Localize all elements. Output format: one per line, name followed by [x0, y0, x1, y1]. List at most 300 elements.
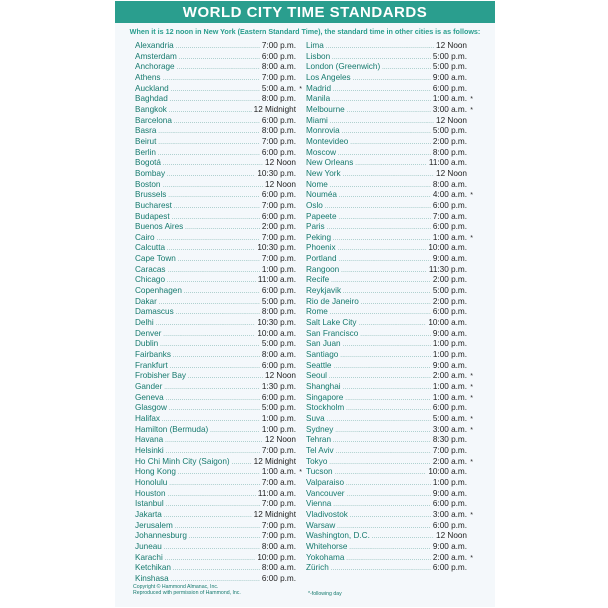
- dot-leader: [232, 458, 252, 468]
- local-time: 11:00 a.m.: [428, 158, 467, 168]
- city-row: [306, 553, 473, 564]
- city-row: [135, 222, 302, 233]
- following-day-marker: *: [470, 394, 473, 402]
- city-name: Houston: [135, 488, 166, 498]
- city-row: [306, 275, 473, 286]
- local-time: 3:00 a.m.: [432, 104, 467, 114]
- local-time: 9:00 a.m.: [432, 541, 467, 551]
- dot-leader: [326, 42, 434, 52]
- local-time: 12 Midnight: [253, 509, 296, 519]
- city-row: [306, 307, 473, 318]
- city-row: [135, 41, 302, 52]
- city-row: [306, 414, 473, 425]
- city-name: Portland: [306, 254, 337, 264]
- local-time: 10:00 a.m.: [428, 318, 467, 328]
- local-time: 5:00 p.m.: [432, 126, 467, 136]
- local-time: 7:00 p.m.: [261, 41, 296, 50]
- local-time: 8:00 p.m.: [261, 307, 296, 317]
- following-day-marker: *: [470, 426, 473, 434]
- local-time: 6:00 p.m.: [261, 115, 296, 125]
- city-name: Rome: [306, 307, 328, 317]
- city-row: [306, 531, 473, 542]
- city-row: [135, 425, 302, 436]
- city-name: Stockholm: [306, 403, 345, 413]
- following-day-marker: *: [299, 85, 302, 93]
- local-time: 6:00 p.m.: [261, 211, 296, 221]
- dot-leader: [169, 404, 260, 414]
- city-name: Anchorage: [135, 62, 175, 72]
- city-name: Vienna: [306, 499, 332, 509]
- city-name: Peking: [306, 232, 332, 242]
- local-time: 8:00 a.m.: [261, 541, 296, 551]
- local-time: 6:00 p.m.: [432, 222, 467, 232]
- dot-leader: [353, 74, 431, 84]
- dot-leader: [165, 436, 263, 446]
- local-time: 10:00 p.m.: [257, 552, 296, 562]
- city-row: [306, 254, 473, 265]
- dot-leader: [169, 479, 260, 489]
- city-name: Valparaiso: [306, 477, 345, 487]
- dot-leader: [340, 351, 431, 361]
- local-time: 12 Noon: [265, 435, 296, 445]
- local-time: 7:00 p.m.: [261, 520, 296, 530]
- local-time: 9:00 a.m.: [432, 254, 467, 264]
- city-name: Seattle: [306, 360, 332, 370]
- local-time: 8:30 p.m.: [432, 435, 467, 445]
- city-name: London (Greenwich): [306, 62, 381, 72]
- dot-leader: [372, 532, 434, 542]
- local-time: 10:00 a.m.: [428, 467, 467, 477]
- local-time: 6:00 p.m.: [432, 200, 467, 210]
- city-row: [306, 126, 473, 137]
- city-row: [306, 499, 473, 510]
- city-row: [135, 275, 302, 286]
- dot-leader: [331, 564, 431, 574]
- city-name: Denver: [135, 328, 162, 338]
- city-name: Amsterdam: [135, 51, 177, 61]
- city-row: [306, 158, 473, 169]
- city-name: Tucson: [306, 467, 333, 477]
- following-day-marker: *: [470, 234, 473, 242]
- dot-leader: [339, 213, 431, 223]
- city-row: [306, 361, 473, 372]
- city-name: Bucharest: [135, 200, 172, 210]
- dot-leader: [361, 298, 431, 308]
- city-name: Juneau: [135, 541, 162, 551]
- city-name: Washington, D.C.: [306, 531, 370, 541]
- city-name: Reykjavik: [306, 286, 342, 296]
- city-name: Cairo: [135, 232, 155, 242]
- local-time: 9:00 a.m.: [432, 72, 467, 82]
- local-time: 7:00 p.m.: [261, 445, 296, 455]
- city-name: Paris: [306, 222, 325, 232]
- city-row: [306, 403, 473, 414]
- local-time: 8:00 a.m.: [261, 563, 296, 573]
- local-time: 2:00 a.m.: [432, 552, 467, 562]
- city-name: Kinshasa: [135, 573, 169, 583]
- following-day-marker: *: [470, 511, 473, 519]
- city-row: [135, 201, 302, 212]
- dot-leader: [157, 234, 260, 244]
- dot-leader: [343, 287, 431, 297]
- city-row: [135, 212, 302, 223]
- city-row: [306, 52, 473, 63]
- local-time: 7:00 p.m.: [432, 445, 467, 455]
- local-time: 7:00 p.m.: [261, 72, 296, 82]
- city-name: Los Angeles: [306, 72, 351, 82]
- dot-leader: [172, 213, 260, 223]
- dot-leader: [335, 468, 427, 478]
- local-time: 2:00 a.m.: [432, 371, 467, 381]
- city-name: Recife: [306, 275, 330, 285]
- dot-leader: [167, 170, 255, 180]
- city-name: Fairbanks: [135, 350, 171, 360]
- dot-leader: [168, 266, 260, 276]
- local-time: 1:00 a.m.: [432, 232, 467, 242]
- city-name: Warsaw: [306, 520, 336, 530]
- local-time: 6:00 p.m.: [432, 520, 467, 530]
- city-row: [135, 148, 302, 159]
- city-row: [135, 531, 302, 542]
- local-time: 8:00 a.m.: [261, 350, 296, 360]
- city-name: Seoul: [306, 371, 327, 381]
- city-name: Nouméa: [306, 190, 337, 200]
- dot-leader: [350, 511, 431, 521]
- dot-leader: [163, 74, 260, 84]
- local-time: 12 Noon: [436, 115, 467, 125]
- city-name: Whitehorse: [306, 541, 348, 551]
- dot-leader: [343, 170, 434, 180]
- city-name: Singapore: [306, 392, 344, 402]
- city-name: Bogotá: [135, 158, 161, 168]
- city-name: Hong Kong: [135, 467, 176, 477]
- dot-leader: [158, 138, 259, 148]
- dot-leader: [171, 85, 260, 95]
- left-city-column: [135, 41, 302, 584]
- city-name: Lisbon: [306, 51, 331, 61]
- local-time: 12 Noon: [265, 158, 296, 168]
- city-name: Halifax: [135, 413, 161, 423]
- dot-leader: [167, 276, 256, 286]
- local-time: 4:00 a.m.: [432, 190, 467, 200]
- dot-leader: [185, 223, 260, 233]
- following-day-footnote: *-following day: [308, 591, 342, 597]
- local-time: 7:00 p.m.: [261, 254, 296, 264]
- city-row: [135, 467, 302, 478]
- dot-leader: [164, 383, 260, 393]
- right-city-column: [306, 41, 473, 574]
- local-time: 9:00 a.m.: [432, 328, 467, 338]
- city-row: [306, 137, 473, 148]
- dot-leader: [158, 127, 259, 137]
- city-row: [135, 499, 302, 510]
- local-time: 10:30 p.m.: [257, 318, 296, 328]
- dot-leader: [345, 394, 431, 404]
- copyright-line-2: Reproduced with permission of Hammond, Inc.: [133, 590, 241, 596]
- city-row: [306, 329, 473, 340]
- dot-leader: [156, 319, 256, 329]
- following-day-marker: *: [470, 384, 473, 391]
- city-row: [135, 297, 302, 308]
- dot-leader: [325, 202, 431, 212]
- city-row: [135, 510, 302, 521]
- dot-leader: [178, 255, 260, 265]
- city-name: Chicago: [135, 275, 166, 285]
- dot-leader: [327, 415, 431, 425]
- city-row: [135, 286, 302, 297]
- dot-leader: [162, 415, 260, 425]
- dot-leader: [336, 447, 431, 457]
- dot-leader: [350, 138, 431, 148]
- local-time: 2:00 p.m.: [261, 222, 296, 232]
- dot-leader: [347, 490, 431, 500]
- city-row: [306, 105, 473, 116]
- local-time: 1:00 p.m.: [261, 264, 296, 274]
- local-time: 12 Noon: [265, 371, 296, 381]
- city-row: [135, 169, 302, 180]
- dot-leader: [166, 394, 260, 404]
- city-name: Bombay: [135, 168, 166, 178]
- dot-leader: [335, 426, 431, 436]
- city-row: [135, 339, 302, 350]
- city-row: [306, 382, 473, 393]
- city-row: [306, 41, 473, 52]
- local-time: 8:00 p.m.: [261, 94, 296, 104]
- city-row: [306, 212, 473, 223]
- city-row: [306, 350, 473, 361]
- city-name: Helsinki: [135, 445, 164, 455]
- city-name: Baghdad: [135, 94, 168, 104]
- dot-leader: [339, 191, 431, 201]
- subtitle: When it is 12 noon in New York (Eastern Standard Time), the standard time in other cities is as follows:: [129, 27, 481, 36]
- dot-leader: [359, 319, 427, 329]
- dot-leader: [342, 127, 431, 137]
- local-time: 6:00 p.m.: [261, 51, 296, 61]
- dot-leader: [337, 522, 431, 532]
- dot-leader: [355, 159, 427, 169]
- city-row: [306, 489, 473, 500]
- following-day-marker: *: [299, 469, 302, 477]
- dot-leader: [184, 287, 260, 297]
- city-row: [306, 233, 473, 244]
- city-row: [306, 116, 473, 127]
- city-row: [306, 62, 473, 73]
- city-name: Melbourne: [306, 104, 345, 114]
- dot-leader: [346, 479, 431, 489]
- city-row: [135, 318, 302, 329]
- local-time: 3:00 a.m.: [432, 424, 467, 434]
- city-name: Barcelona: [135, 115, 172, 125]
- local-time: 2:00 p.m.: [432, 136, 467, 146]
- local-time: 12 Midnight: [253, 104, 296, 114]
- local-time: 1:00 a.m.: [432, 392, 467, 402]
- city-name: Dakar: [135, 296, 157, 306]
- city-name: Budapest: [135, 211, 170, 221]
- local-time: 11:00 a.m.: [257, 275, 296, 285]
- city-row: [306, 318, 473, 329]
- following-day-marker: *: [470, 192, 473, 200]
- local-time: 1:00 p.m.: [432, 477, 467, 487]
- city-row: [306, 563, 473, 574]
- city-row: [306, 521, 473, 532]
- city-row: [306, 297, 473, 308]
- local-time: 10:30 p.m.: [257, 168, 296, 178]
- local-time: 1:00 a.m.: [432, 94, 467, 104]
- local-time: 12 Noon: [436, 168, 467, 178]
- city-name: Tel Aviv: [306, 445, 334, 455]
- city-row: [135, 254, 302, 265]
- city-name: Auckland: [135, 83, 169, 93]
- city-row: [135, 563, 302, 574]
- city-row: [135, 574, 302, 585]
- city-row: [135, 350, 302, 361]
- city-row: [135, 84, 302, 95]
- local-time: 3:00 a.m.: [432, 509, 467, 519]
- city-row: [306, 446, 473, 457]
- local-time: 2:00 a.m.: [432, 456, 467, 466]
- local-time: 9:00 a.m.: [432, 488, 467, 498]
- city-name: Buenos Aires: [135, 222, 184, 232]
- city-row: [306, 339, 473, 350]
- city-name: Gander: [135, 382, 163, 391]
- local-time: 6:00 p.m.: [432, 403, 467, 413]
- local-time: 6:00 p.m.: [432, 83, 467, 93]
- local-time: 9:00 a.m.: [432, 360, 467, 370]
- city-row: [135, 52, 302, 63]
- city-row: [135, 489, 302, 500]
- dot-leader: [333, 234, 431, 244]
- city-row: [135, 62, 302, 73]
- city-row: [135, 329, 302, 340]
- city-row: [135, 553, 302, 564]
- city-row: [306, 201, 473, 212]
- local-time: 6:00 p.m.: [261, 573, 296, 583]
- dot-leader: [177, 63, 260, 73]
- local-time: 6:00 p.m.: [432, 307, 467, 317]
- city-name: Glasgow: [135, 403, 167, 413]
- city-row: [135, 393, 302, 404]
- city-row: [135, 73, 302, 84]
- city-name: Ho Chi Minh City (Saigon): [135, 456, 230, 466]
- dot-leader: [170, 362, 260, 372]
- city-name: New York: [306, 168, 341, 178]
- local-time: 5:00 p.m.: [261, 403, 296, 413]
- city-row: [306, 169, 473, 180]
- dot-leader: [332, 95, 431, 105]
- dot-leader: [333, 500, 431, 510]
- dot-leader: [341, 266, 427, 276]
- dot-leader: [347, 106, 431, 116]
- local-time: 10:00 a.m.: [257, 328, 296, 338]
- city-row: [135, 521, 302, 532]
- city-row: [135, 457, 302, 468]
- city-row: [306, 286, 473, 297]
- local-time: 7:00 p.m.: [261, 200, 296, 210]
- city-name: Athens: [135, 72, 161, 82]
- local-time: 12 Noon: [265, 179, 296, 189]
- local-time: 5:00 p.m.: [432, 62, 467, 72]
- city-name: Vancouver: [306, 488, 345, 498]
- city-name: Salt Lake City: [306, 318, 357, 328]
- local-time: 11:00 a.m.: [257, 488, 296, 498]
- city-row: [306, 148, 473, 159]
- city-row: [306, 180, 473, 191]
- dot-leader: [168, 490, 256, 500]
- city-name: Miami: [306, 115, 328, 125]
- city-row: [306, 425, 473, 436]
- city-row: [135, 126, 302, 137]
- city-row: [306, 510, 473, 521]
- dot-leader: [166, 447, 260, 457]
- city-row: [135, 435, 302, 446]
- dot-leader: [167, 244, 255, 254]
- dot-leader: [165, 554, 256, 564]
- dot-leader: [170, 95, 260, 105]
- dot-leader: [382, 63, 431, 73]
- dot-leader: [176, 42, 260, 52]
- city-name: Geneva: [135, 392, 164, 402]
- local-time: 6:00 p.m.: [261, 147, 296, 157]
- dot-leader: [330, 181, 431, 191]
- local-time: 8:00 p.m.: [432, 147, 467, 157]
- dot-leader: [349, 543, 430, 553]
- dot-leader: [160, 340, 260, 350]
- local-time: 7:00 p.m.: [261, 232, 296, 242]
- city-name: Tokyo: [306, 456, 328, 466]
- local-time: 11:30 p.m.: [428, 264, 467, 274]
- dot-leader: [189, 532, 260, 542]
- local-time: 2:00 p.m.: [432, 296, 467, 306]
- dot-leader: [343, 383, 431, 393]
- local-time: 5:00 p.m.: [432, 51, 467, 61]
- local-time: 7:00 p.m.: [261, 136, 296, 146]
- city-name: Frankfurt: [135, 360, 168, 370]
- local-time: 1:30 p.m.: [261, 382, 296, 391]
- dot-leader: [343, 340, 431, 350]
- city-name: Hamilton (Bermuda): [135, 424, 209, 434]
- dot-leader: [174, 117, 260, 127]
- following-day-marker: *: [470, 96, 473, 104]
- dot-leader: [346, 404, 431, 414]
- city-row: [306, 371, 473, 382]
- dot-leader: [178, 468, 260, 478]
- local-time: 12 Midnight: [253, 456, 296, 466]
- dot-leader: [330, 308, 431, 318]
- local-time: 10:30 p.m.: [257, 243, 296, 253]
- city-row: [135, 265, 302, 276]
- dot-leader: [188, 372, 263, 382]
- local-time: 1:00 p.m.: [261, 413, 296, 423]
- city-row: [135, 243, 302, 254]
- city-name: Brussels: [135, 190, 167, 200]
- city-name: Santiago: [306, 350, 339, 360]
- city-name: Rio de Janeiro: [306, 296, 359, 306]
- city-row: [306, 190, 473, 201]
- dot-leader: [179, 53, 260, 63]
- city-row: [135, 382, 302, 393]
- city-name: Moscow: [306, 147, 337, 157]
- dot-leader: [332, 53, 431, 63]
- following-day-marker: *: [470, 106, 473, 114]
- city-name: Vladivostok: [306, 509, 348, 519]
- local-time: 12 Noon: [436, 531, 467, 541]
- city-name: Shanghai: [306, 382, 341, 391]
- dot-leader: [331, 276, 431, 286]
- dot-leader: [329, 372, 431, 382]
- city-name: Dublin: [135, 339, 159, 349]
- page-title: WORLD CITY TIME STANDARDS: [115, 1, 495, 23]
- city-name: Jakarta: [135, 509, 162, 519]
